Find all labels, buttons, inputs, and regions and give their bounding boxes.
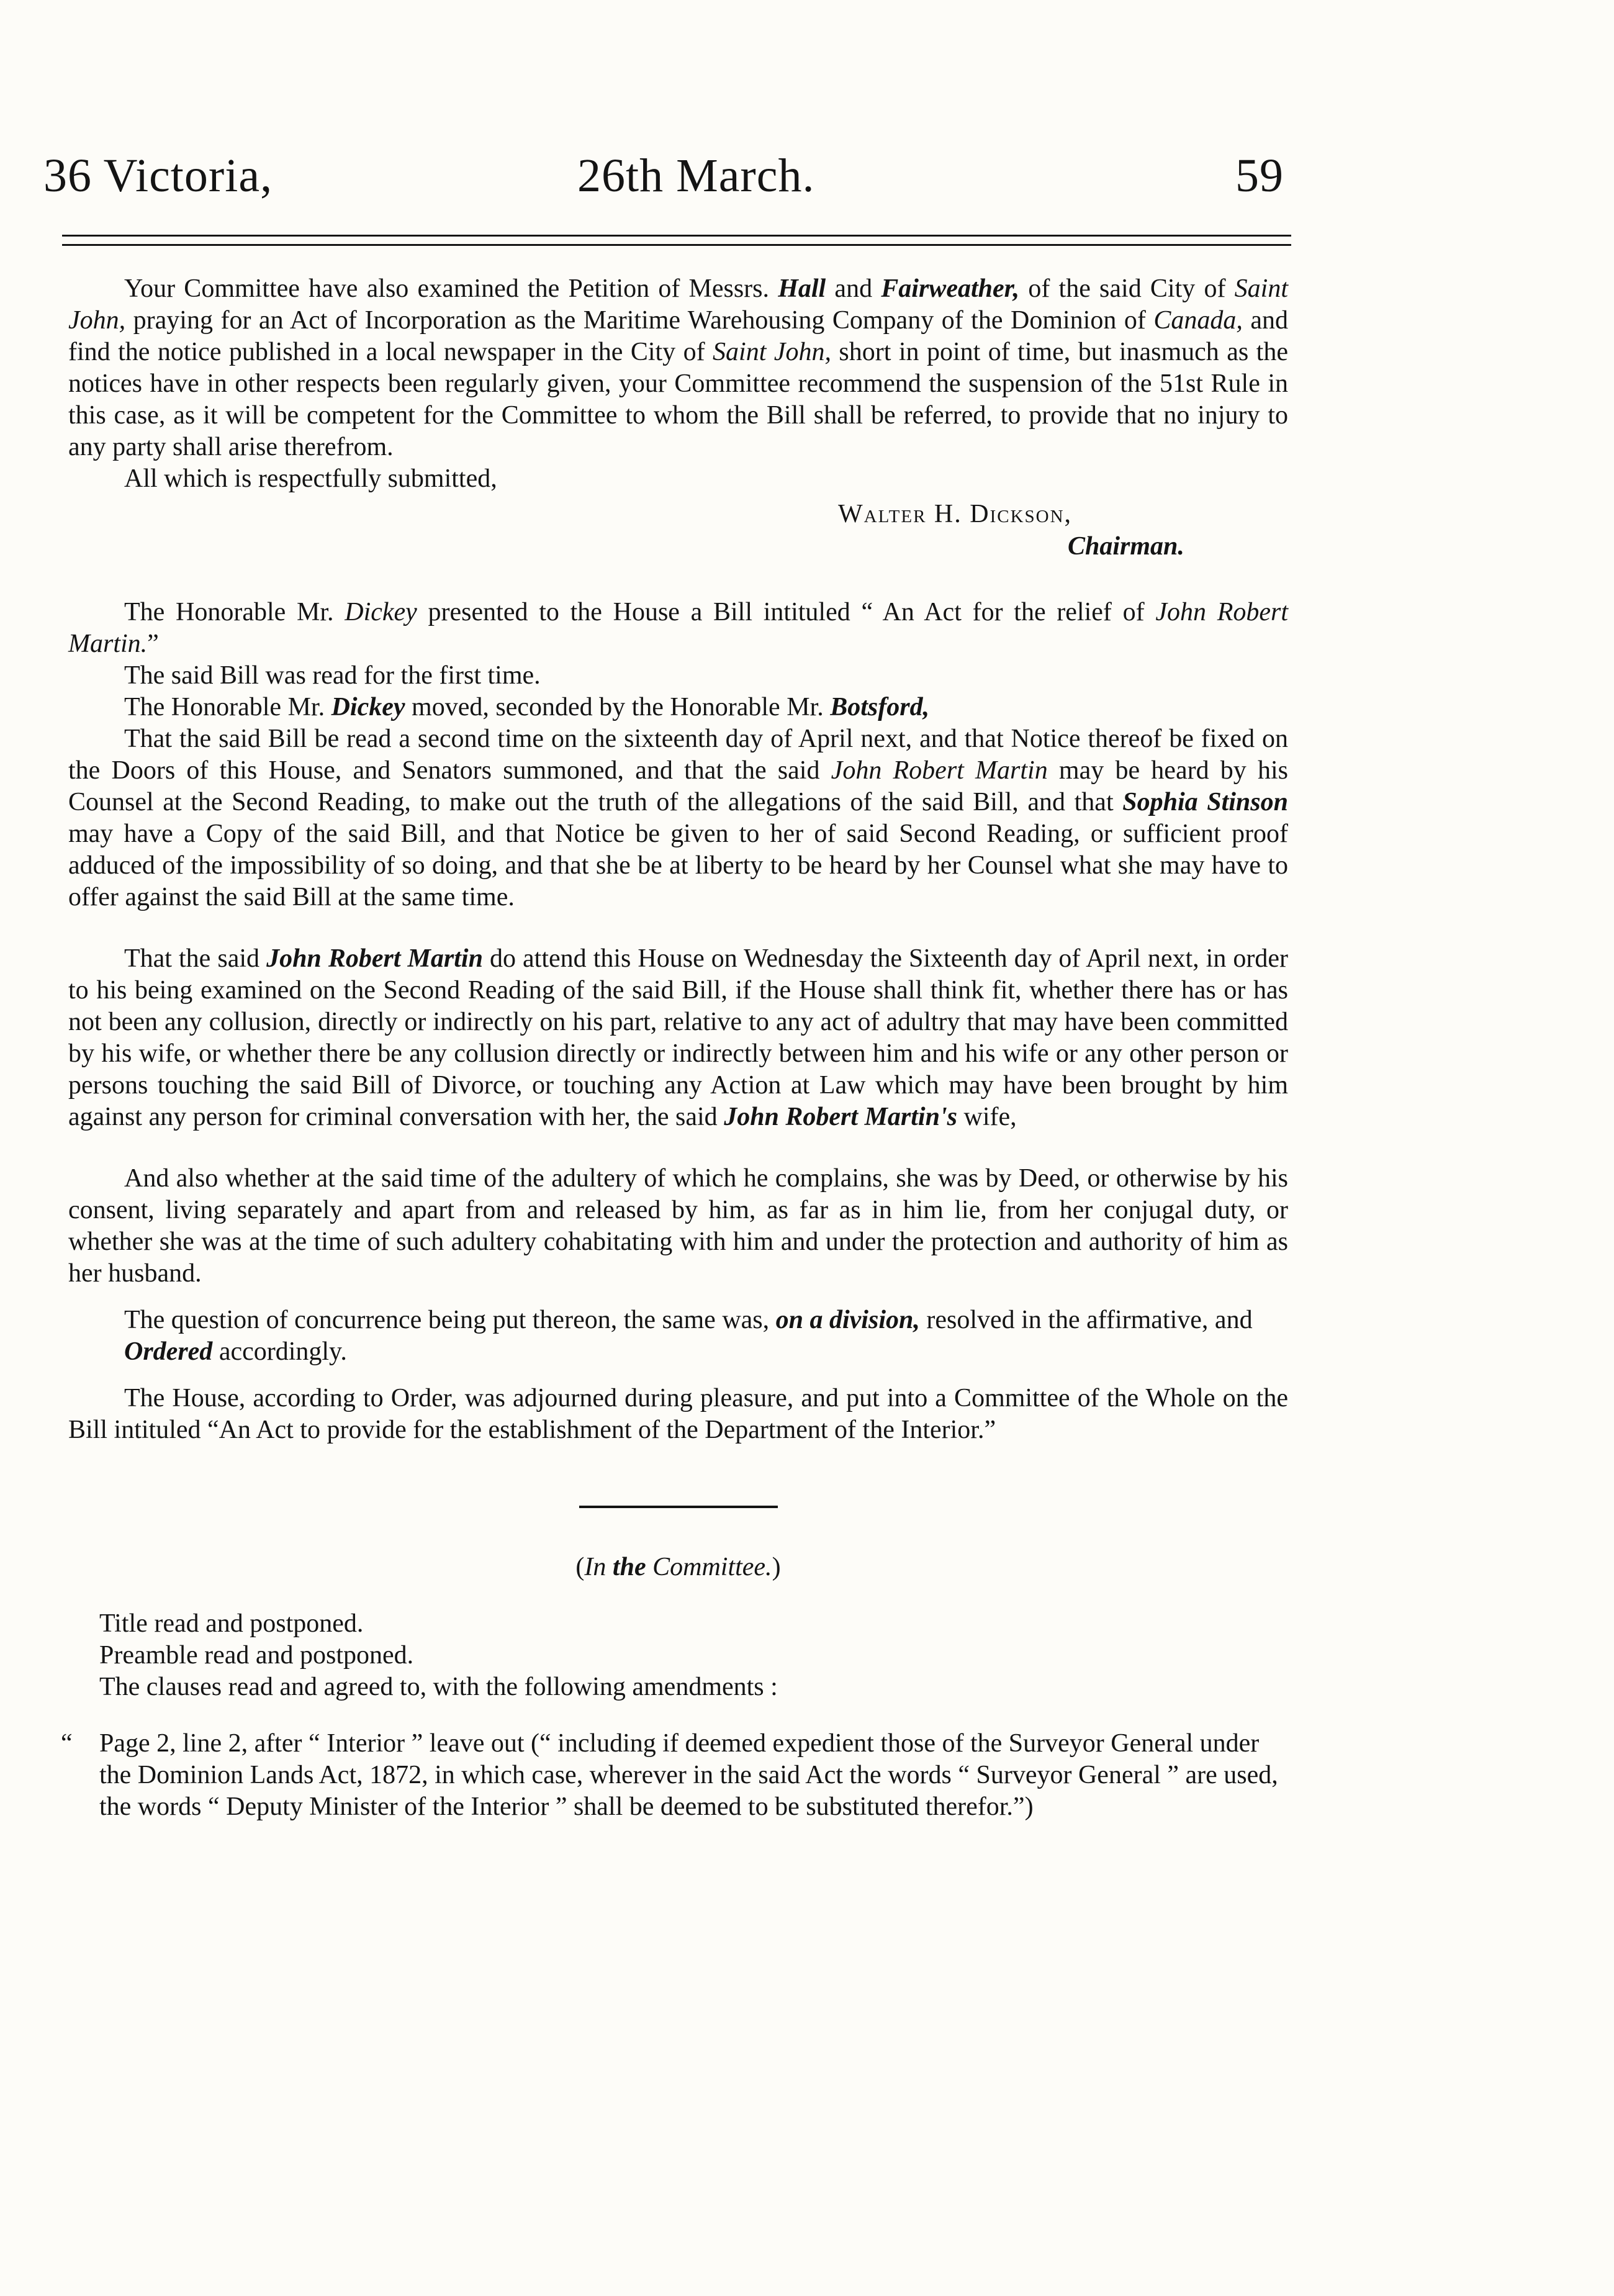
section-divider xyxy=(579,1506,778,1508)
motion-line: The Honorable Mr. Dickey moved, seconded by the Honorable Mr. Botsford, xyxy=(124,693,930,721)
committee-report-paragraph: Your Committee have also examined the Petition of Messrs. Hall and Fairweather, of the said City of Saint John, praying for an Act of Incorporation as the Maritime Warehousing Company of the Dominion of Canada, and find the notice published in a local newspaper in the City of Saint John, short in point of time, but inasmuch as the notices have in other respects been regularly given, your Committee recommend the suspension of the 51st Rule in this case, as it will be competent for the Committee to whom the Bill shall be referred, to provide that no injury to any party shall arise therefrom. xyxy=(68,274,1288,461)
attendance-paragraph: That the said John Robert Martin do attend this House on Wednesday the Sixteenth day of April next, in order to his being examined on the Second Reading of the said Bill, if the House shall think fit, whether there has or has not been any collusion, directly or indirectly on his part, relative to any act of adultry that may have been committed by his wife, or whether there be any collusion directly or indirectly between him and his wife or any other person or persons touching the said Bill of Divorce, or touching any Action at Law which may have been brought by him against any person for criminal conversation with her, the said John Robert Martin's wife, xyxy=(68,944,1289,1131)
header-double-rule xyxy=(62,235,1291,246)
adultery-paragraph: And also whether at the said time of the adultery of which he complains, she was by Deed, or otherwise by his consent, living separately and apart from and released by him, as far as in him lie, from her conjugal duty, or whether she was at the time of such adultery cohabitating with him and under the protection and authority of him as her husband. xyxy=(68,1164,1288,1288)
signatory-name: Walter H. Dickson, xyxy=(838,500,1073,528)
bill-presented-paragraph: The Honorable Mr. Dickey presented to the House a Bill intituled “ An Act for the relief of John Robert Martin.” xyxy=(68,598,1288,658)
amendment-quote-mark: “ xyxy=(61,1729,73,1758)
header-regnal-year: 36 Victoria, xyxy=(43,150,273,202)
header-date: 26th March. xyxy=(577,150,815,202)
first-reading-line: The said Bill was read for the first time. xyxy=(124,661,541,690)
submitted-line: All which is respectfully submitted, xyxy=(124,464,497,493)
committee-proceedings xyxy=(61,1608,1288,1823)
second-reading-paragraph: That the said Bill be read a second time on the sixteenth day of April next, and that Notice thereof be fixed on the Doors of this House, and Senators summoned, and that the said John Robert Martin may be heard by his Counsel at the Second Reading, to make out the truth of the allegations of the said Bill, and that Sophia Stinson may have a Copy of the said Bill, and that Notice be given to her of said Second Reading, or sufficient proof adduced of the impossibility of so doing, and that she be at liberty to be heard by her Counsel what she may have to offer against the said Bill at the same time. xyxy=(68,725,1288,911)
list-item: The clauses read and agreed to, with the following amendments : xyxy=(99,1673,778,1701)
page-number: 59 xyxy=(1235,150,1284,202)
signatory-title: Chairman. xyxy=(1068,532,1184,561)
running-header xyxy=(43,149,1285,224)
amendment-paragraph: “ Page 2, line 2, after “ Interior ” leave out (“ including if deemed expedient those of the Surveyor General under the Dominion Lands Act, 1872, in which case, wherever in the said Act the words “ Surveyor General ” are used, the words “ Deputy Minister of the Interior ” shall be deemed to be substituted therefor.”) xyxy=(61,1729,1278,1821)
signature-block xyxy=(68,499,1288,567)
adjournment-paragraph: The House, according to Order, was adjourned during pleasure, and put into a Committee of the Whole on the Bill intituled “An Act to provide for the establishment of the Department of the Interior.” xyxy=(68,1384,1288,1444)
list-item: Preamble read and postponed. xyxy=(99,1641,414,1670)
ordered-line: Ordered accordingly. xyxy=(124,1337,347,1366)
in-committee-heading: (In the Committee.) xyxy=(575,1553,781,1581)
list-item: Title read and postponed. xyxy=(99,1609,364,1638)
concurrence-paragraph: The question of concurrence being put thereon, the same was, on a division, resolved in the affirmative, and xyxy=(124,1306,1253,1334)
page-body xyxy=(61,273,1289,1823)
